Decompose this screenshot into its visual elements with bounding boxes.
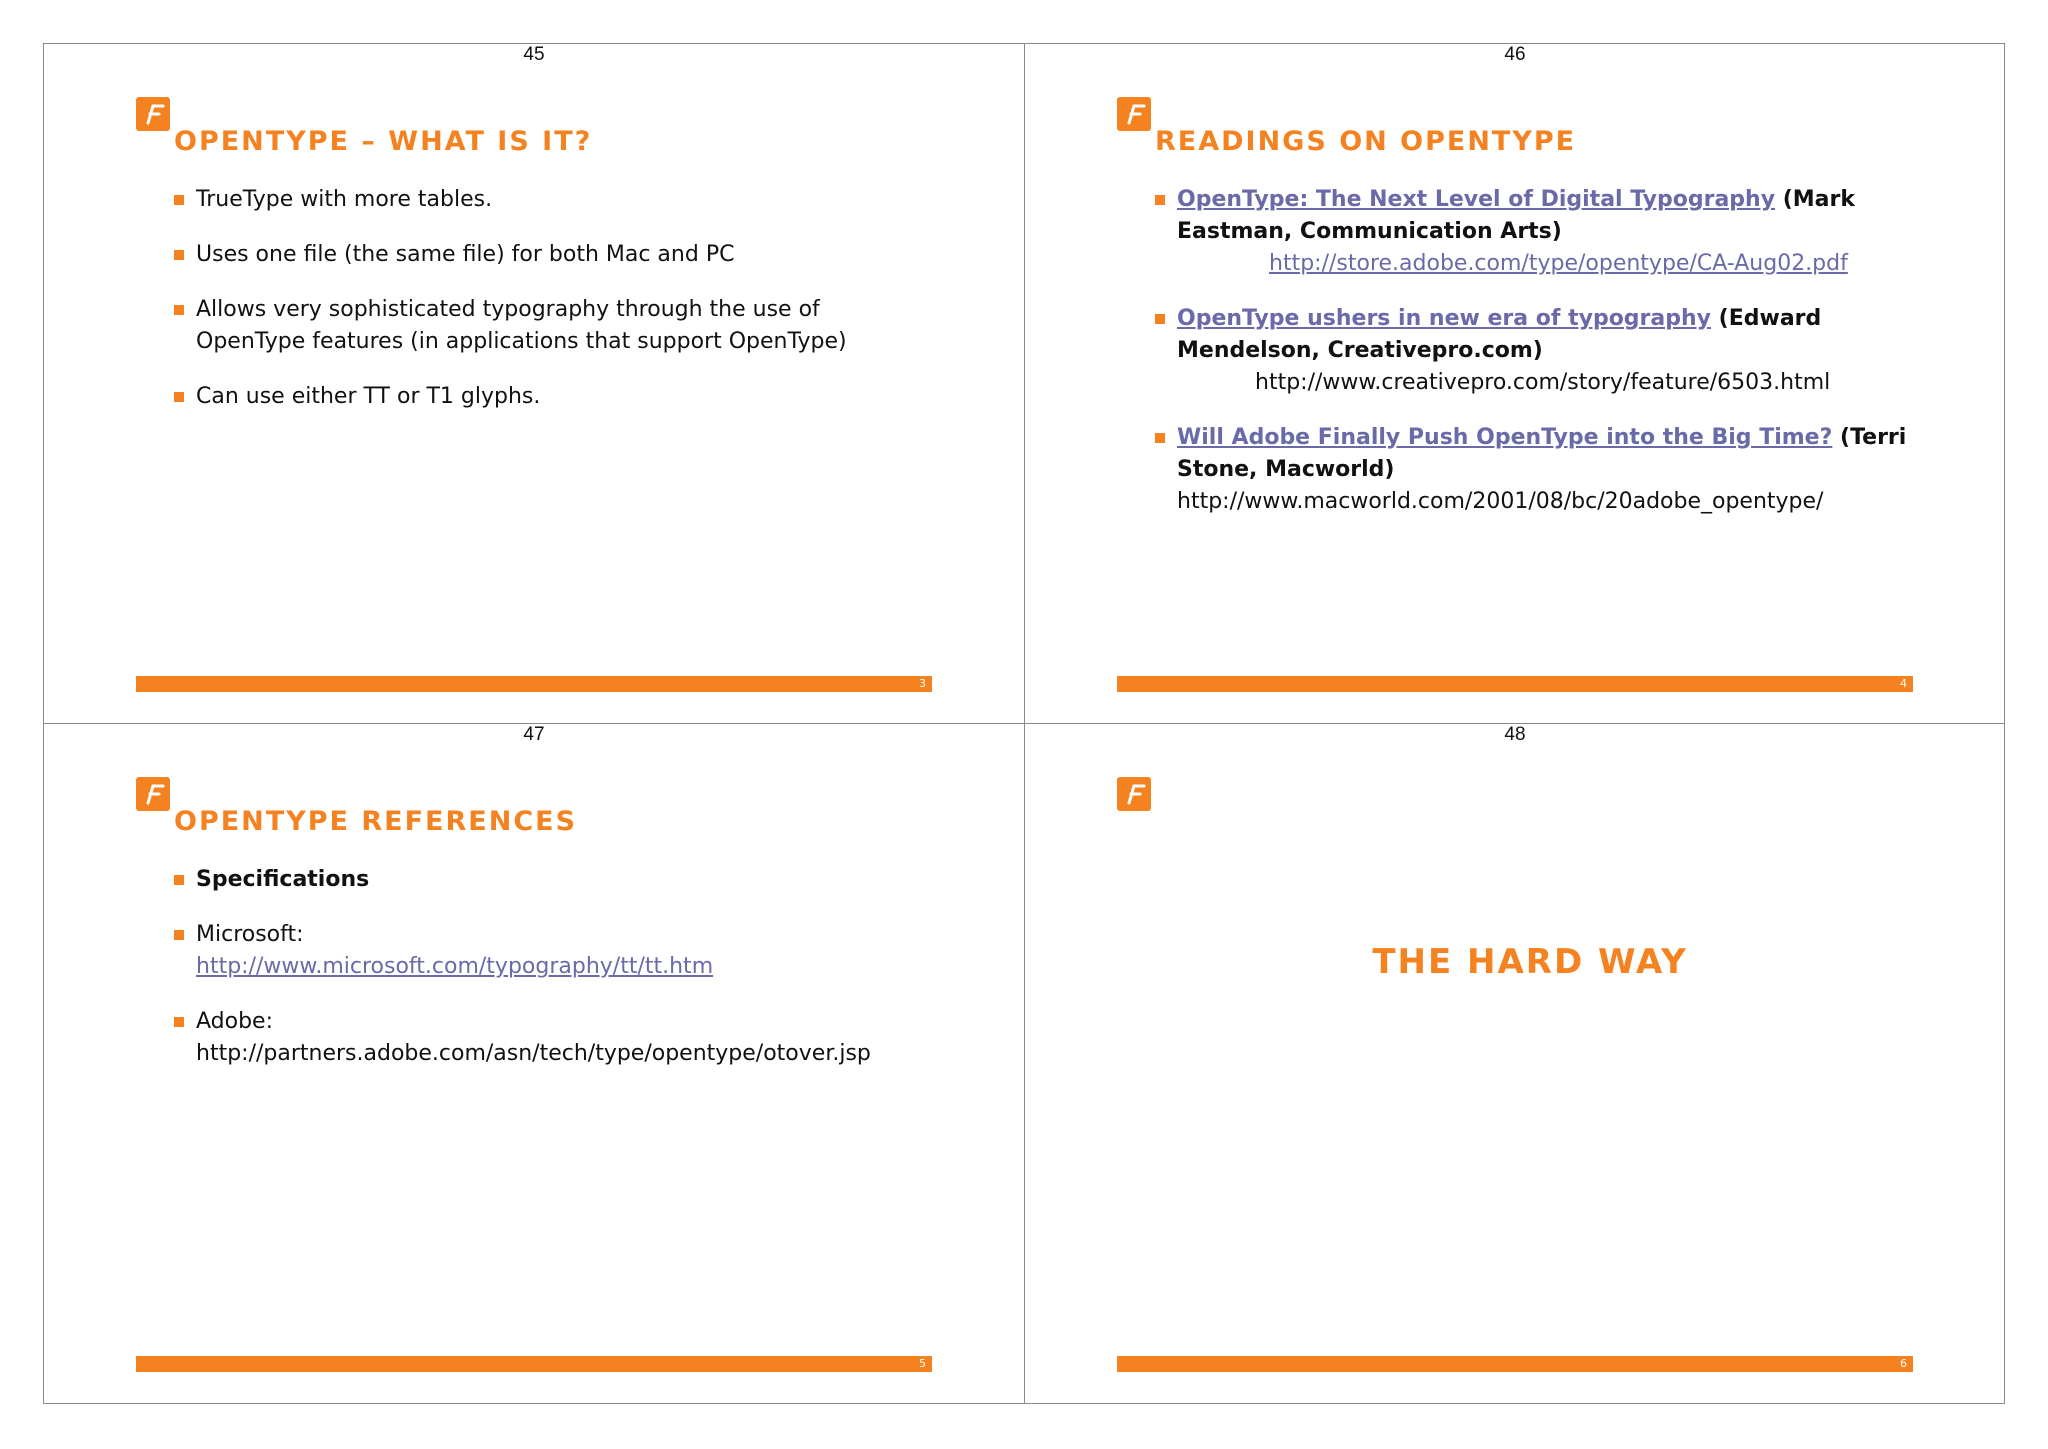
slide-48 (1025, 724, 2005, 1404)
adobe-url: http://partners.adobe.com/asn/tech/type/opentype/otover.jsp (196, 1041, 871, 1066)
microsoft-url-link[interactable]: http://www.microsoft.com/typography/tt/tt.htm (196, 954, 714, 979)
page-number: 47 (523, 724, 545, 745)
list-item (1155, 184, 1915, 280)
readings-list (1155, 184, 1915, 541)
fontlab-logo-icon (1117, 97, 1151, 131)
footer-bar (136, 676, 932, 692)
list-item: Can use either TT or T1 glyphs. (174, 381, 934, 413)
bullet-list (174, 864, 934, 1093)
slide-title: READINGS ON OPENTYPE (1155, 126, 1577, 157)
slide-title: OPENTYPE REFERENCES (174, 806, 578, 837)
fontlab-logo-icon (136, 97, 170, 131)
list-item (1155, 303, 1915, 399)
list-item: Specifications (174, 864, 934, 896)
list-item (174, 919, 934, 983)
footer-bar (1117, 676, 1913, 692)
slide-47 (44, 724, 1024, 1404)
reading-credit: (Terri Stone, Macworld) (1177, 425, 1907, 482)
slide-45 (44, 44, 1024, 724)
fontlab-logo-icon (136, 777, 170, 811)
list-item (1155, 422, 1915, 518)
page-number: 46 (1504, 44, 1526, 65)
slide-46 (1025, 44, 2005, 724)
list-item (174, 1006, 934, 1070)
section-heading: THE HARD WAY (1372, 942, 1688, 982)
footer-bar (1117, 1356, 1913, 1372)
list-item: TrueType with more tables. (174, 184, 934, 216)
reading-url[interactable]: http://store.adobe.com/type/opentype/CA-Aug02.pdf (1269, 251, 1848, 276)
footer-bar (136, 1356, 932, 1372)
reading-link[interactable]: OpenType ushers in new era of typography (1177, 306, 1712, 331)
reading-link[interactable]: Will Adobe Finally Push OpenType into the Big Time? (1177, 425, 1833, 450)
slide-number: 3 (919, 677, 926, 690)
slide-title: OPENTYPE – WHAT IS IT? (174, 126, 593, 157)
reading-link[interactable]: OpenType: The Next Level of Digital Typography (1177, 187, 1776, 212)
reading-url: http://www.macworld.com/2001/08/bc/20adobe_opentype/ (1177, 489, 1824, 514)
list-item: Allows very sophisticated typography through the use of OpenType features (in applications that support OpenType) (174, 294, 934, 358)
list-item: Uses one file (the same file) for both Mac and PC (174, 239, 934, 271)
slide-number: 4 (1900, 677, 1907, 690)
bullet-list (174, 184, 934, 436)
page-number: 48 (1504, 724, 1526, 745)
slide-number: 5 (919, 1357, 926, 1370)
page-number: 45 (523, 44, 545, 65)
adobe-label: Adobe: (196, 1009, 273, 1034)
slide-number: 6 (1900, 1357, 1907, 1370)
fontlab-logo-icon (1117, 777, 1151, 811)
microsoft-label: Microsoft: (196, 922, 304, 947)
reading-url: http://www.creativepro.com/story/feature/6503.html (1255, 370, 1831, 395)
reading-credit: (Mark Eastman, Communication Arts) (1177, 187, 1855, 244)
reading-credit: (Edward Mendelson, Creativepro.com) (1177, 306, 1822, 363)
